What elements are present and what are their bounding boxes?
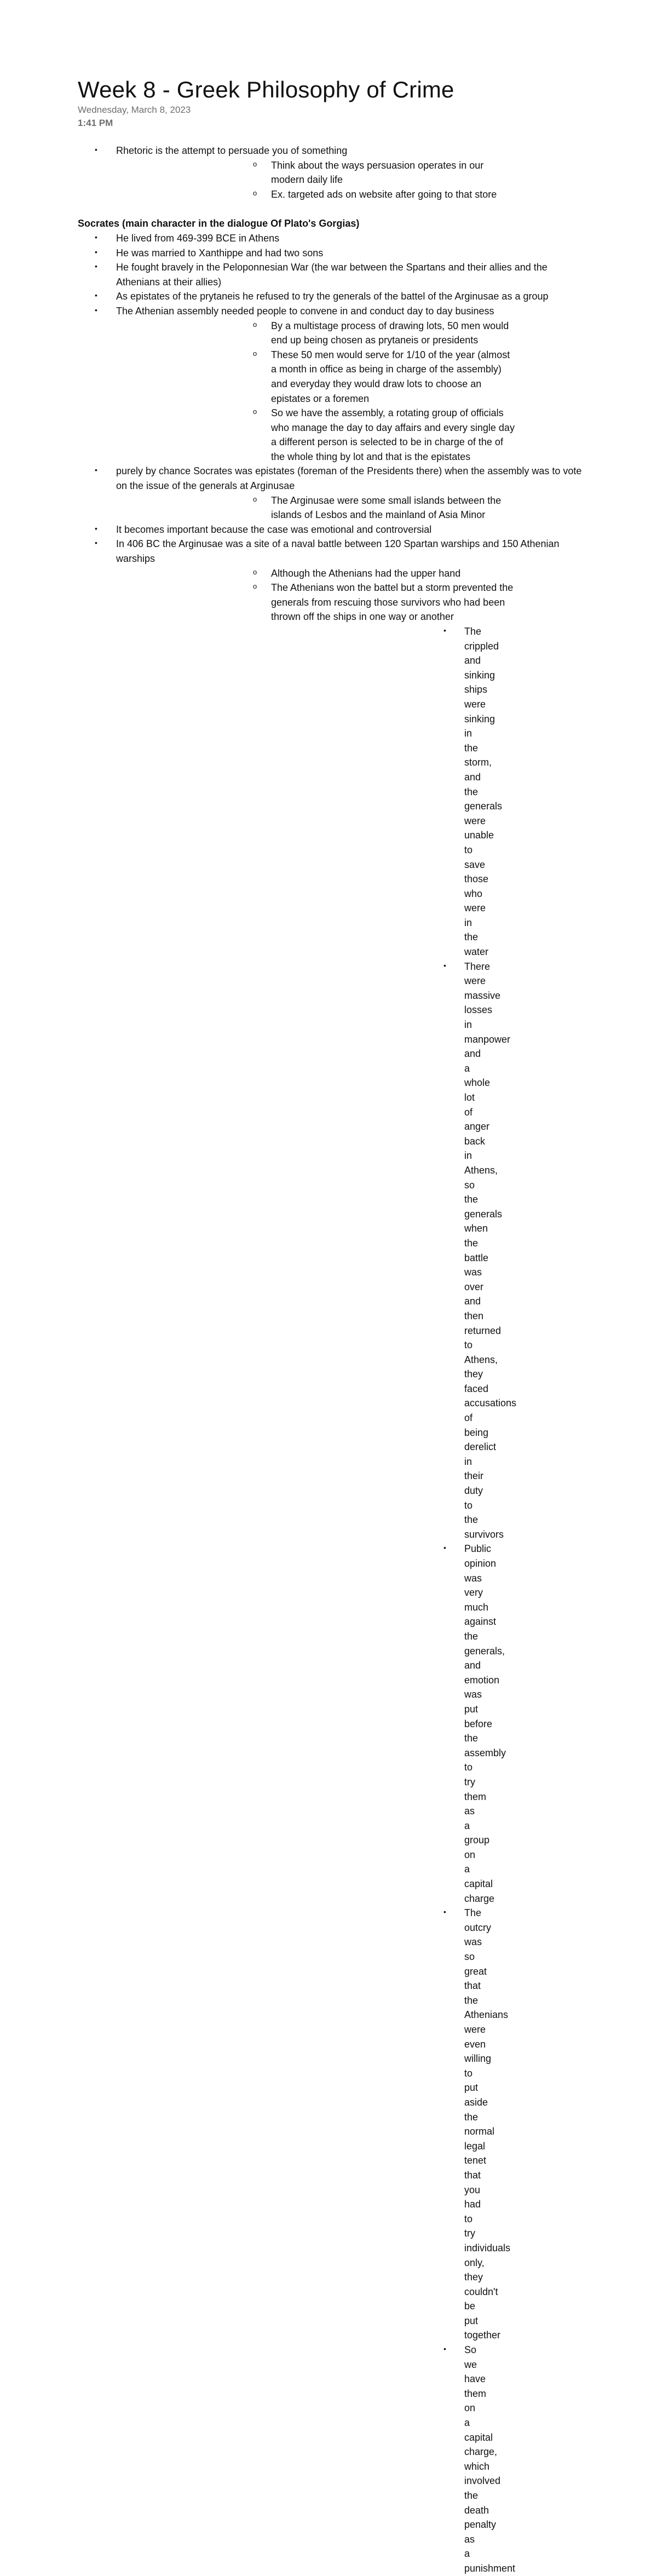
bullet-disc-icon: • bbox=[95, 465, 97, 475]
note-time: 1:41 PM bbox=[78, 118, 113, 128]
bullet-disc-icon: • bbox=[443, 2344, 446, 2354]
list-item bbox=[0, 537, 657, 2575]
bullet-disc-icon: • bbox=[95, 262, 97, 271]
list-item bbox=[271, 624, 541, 959]
list-item-text: As epistates of the prytaneis he refused to try the generals of the battel of the Arginusae as a group bbox=[116, 291, 549, 302]
list-item-text: There were massive losses in manpower and a whole lot of anger back in Athens, so the generals when the battle was over and then returned to Athens, they faced accusations of being derelict in their duty to the survivors bbox=[464, 961, 517, 1540]
list-item bbox=[271, 1542, 541, 1906]
bullet-disc-icon: • bbox=[443, 1907, 446, 1917]
bullet-disc-icon: • bbox=[95, 305, 97, 314]
list-item bbox=[0, 289, 657, 304]
list-item bbox=[271, 1906, 541, 2343]
list-item bbox=[116, 158, 586, 187]
note-body bbox=[0, 143, 657, 2576]
sub-sub-list bbox=[271, 624, 515, 2576]
bullet-disc-icon: • bbox=[95, 538, 97, 548]
list-item-text: Although the Athenians had the upper hand bbox=[271, 567, 461, 579]
bullet-disc-icon: • bbox=[443, 1543, 446, 1553]
list-item-text: He lived from 469-399 BCE in Athens bbox=[116, 232, 280, 244]
list-item-text: purely by chance Socrates was epistates (foreman of the Presidents there) when the assembly was to vote on the issue of the generals at Arginusae bbox=[116, 465, 582, 492]
list-item bbox=[116, 319, 586, 348]
bullet-circle-icon: o bbox=[253, 407, 257, 416]
page-title: Week 8 - Greek Philosophy of Crime bbox=[78, 77, 454, 102]
bullet-circle-icon: o bbox=[253, 495, 257, 503]
list-item-text: He fought bravely in the Peloponnesian War (the war between the Spartans and their allies and the Athenians at their allies) bbox=[116, 262, 548, 288]
list-item-text: These 50 men would serve for 1/10 of the year (almost a month in office as being in charge of the assembly) and everyday they would draw lots to choose an epistates or a foremen bbox=[271, 349, 510, 404]
list-item-text: So we have them on a capital charge, which involved the death penalty as a punishment bbox=[464, 2344, 516, 2574]
sub-list bbox=[116, 566, 586, 2576]
list-item-text: By a multistage process of drawing lots, 50 men would end up being chosen as prytaneis or presidents bbox=[271, 320, 509, 346]
list-item bbox=[0, 464, 657, 522]
list-item-text: He was married to Xanthippe and had two sons bbox=[116, 247, 324, 258]
sub-list bbox=[116, 158, 586, 202]
bullet-disc-icon: • bbox=[95, 247, 97, 256]
bullet-disc-icon: • bbox=[95, 145, 97, 154]
bullet-circle-icon: o bbox=[253, 567, 257, 576]
list-item bbox=[116, 580, 586, 2575]
sub-list bbox=[116, 493, 586, 522]
list-item-text: Rhetoric is the attempt to persuade you of something bbox=[116, 145, 348, 156]
list-item bbox=[116, 187, 586, 202]
list-item bbox=[116, 566, 586, 581]
list-item-text: Ex. targeted ads on website after going to that store bbox=[271, 188, 497, 200]
list-item bbox=[116, 493, 586, 522]
note-date: Wednesday, March 8, 2023 bbox=[78, 105, 191, 115]
list-item bbox=[0, 246, 657, 261]
list-item bbox=[0, 522, 657, 537]
bullet-disc-icon: • bbox=[95, 291, 97, 300]
list-item-text: So we have the assembly, a rotating group of officials who manage the day to day affairs and every single day a different person is selected to be in charge of the of the whole thing by lot and that is the epistates bbox=[271, 407, 515, 462]
bullet-disc-icon: • bbox=[443, 626, 446, 635]
bullet-circle-icon: o bbox=[253, 320, 257, 329]
list-item bbox=[271, 2343, 541, 2576]
bullet-disc-icon: • bbox=[95, 232, 97, 242]
list-item bbox=[0, 260, 657, 289]
list-item-text: It becomes important because the case was emotional and controversial bbox=[116, 524, 432, 535]
list-item-text: Think about the ways persuasion operates in our modern daily life bbox=[271, 159, 484, 186]
list-item-text: The outcry was so great that the Athenians were even willing to put aside the normal legal tenet that you had to try individuals only, they couldn't be put together bbox=[464, 1907, 511, 2341]
bullet-circle-icon: o bbox=[253, 159, 257, 168]
list-item bbox=[0, 304, 657, 464]
list-item-text: In 406 BC the Arginusae was a site of a naval battle between 120 Spartan warships and 150 Athenian warships bbox=[116, 538, 560, 565]
bullet-circle-icon: o bbox=[253, 349, 257, 358]
list-item bbox=[271, 959, 541, 1542]
list-item-text: The Athenians won the battel but a storm prevented the generals from rescuing those survivors who had been thrown off the ships in one way or another bbox=[271, 582, 514, 623]
list-item bbox=[0, 143, 657, 202]
bullet-circle-icon: o bbox=[253, 582, 257, 591]
bullet-disc-icon: • bbox=[95, 524, 97, 533]
list-item bbox=[116, 348, 586, 406]
list-item-text: The Athenian assembly needed people to convene in and conduct day to day business bbox=[116, 305, 494, 317]
list-item-text: The Arginusae were some small islands between the islands of Lesbos and the mainland of Asia Minor bbox=[271, 495, 502, 521]
list-item-text: The crippled and sinking ships were sinking in the storm, and the generals were unable to save those who were in the water bbox=[464, 626, 503, 958]
list-item bbox=[116, 406, 586, 464]
list-item-text: Public opinion was very much against the generals, and emotion was put before the assembly to try them as a group on a capital charge bbox=[464, 1543, 506, 1904]
intro-list bbox=[0, 143, 657, 202]
sub-list bbox=[116, 319, 586, 464]
socrates-list bbox=[0, 231, 657, 2576]
section-heading: Socrates (main character in the dialogue Of Plato's Gorgias) bbox=[78, 218, 360, 229]
bullet-circle-icon: o bbox=[253, 188, 257, 197]
bullet-disc-icon: • bbox=[443, 961, 446, 970]
list-item bbox=[0, 231, 657, 246]
